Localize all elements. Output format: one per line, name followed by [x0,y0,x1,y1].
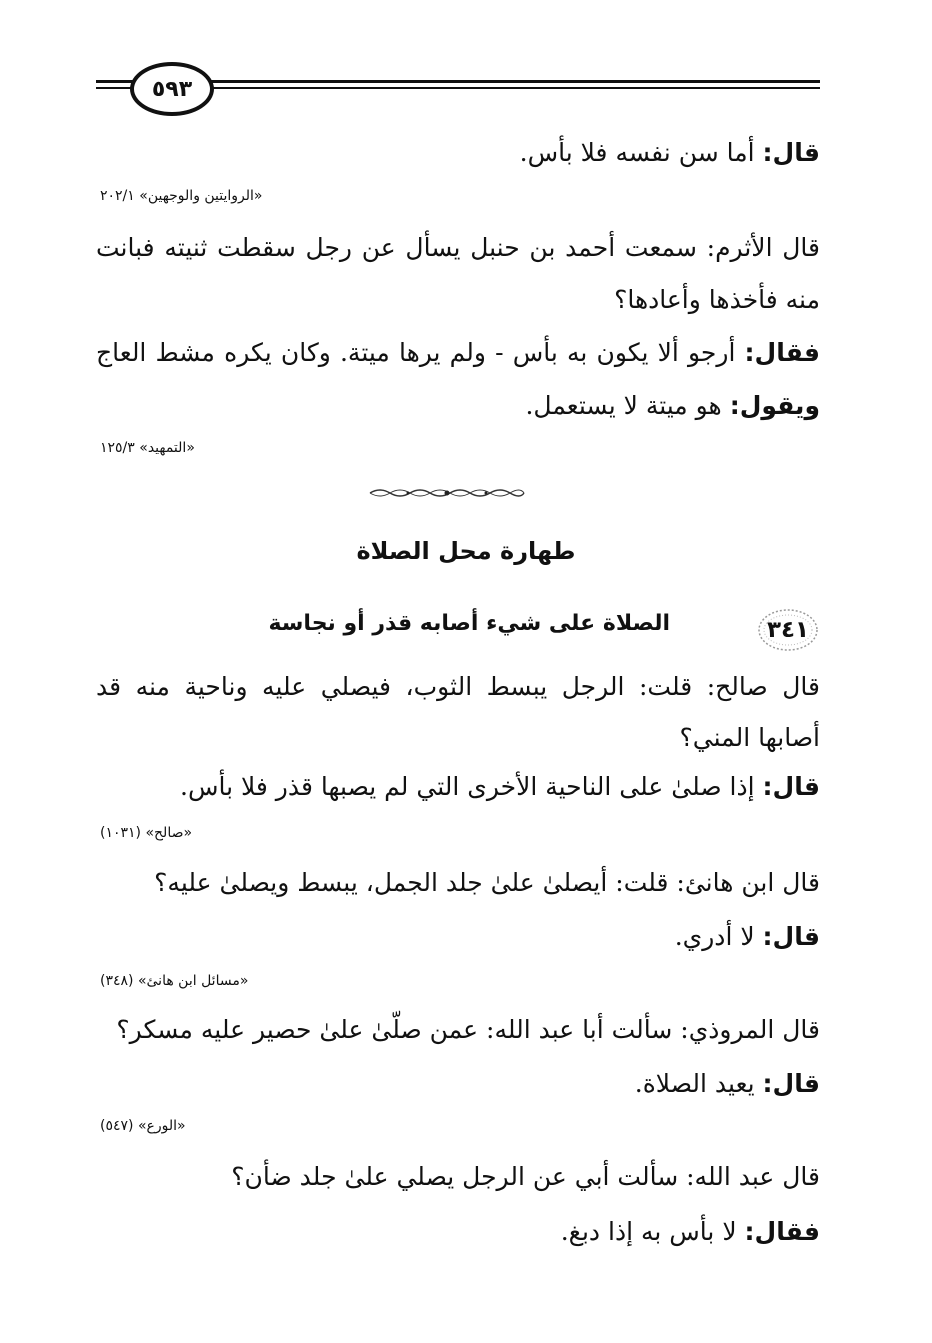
text-line [96,338,820,367]
keyword: قال: [762,1069,820,1098]
keyword: ويقول: [729,391,820,420]
line-text: لا بأس به إذا دبغ. [560,1217,745,1246]
text-line: قال عبد الله: سألت أبي عن الرجل يصلي علىٰ جلد ضأن؟ [231,1162,820,1191]
line-text: إذا صلىٰ على الناحية الأخرى التي لم يصبها قذر فلا بأس. [180,772,763,801]
line-text: لا أدري. [674,922,763,951]
text-line: قال الأثرم: سمعت أحمد بن حنبل يسأل عن رجل سقطت ثنيته فبانت [96,233,820,262]
section-title: الصلاة على شيء أصابه قذر أو نجاسة [268,611,670,636]
keyword: قال: [762,138,820,167]
text-line [520,138,820,167]
source-reference: «مسائل ابن هانئ» (٣٤٨) [100,973,249,989]
keyword: فقال: [744,1217,820,1246]
page-number: ٥٩٣ [130,62,214,116]
source-reference: «الروايتين والوجهين» ٢٠٢/١ [100,188,263,204]
text-line: منه فأخذها وأعادها؟ [614,285,820,314]
keyword: قال: [762,772,820,801]
line-text: هو ميتة لا يستعمل. [525,391,730,420]
chapter-title: طهارة محل الصلاة [356,537,576,565]
ornament-divider [368,486,526,500]
line-text: أما سن نفسه فلا بأس. [519,138,763,167]
text-line: أصابها المني؟ [679,723,820,752]
page-header [96,56,820,116]
source-reference: «صالح» (١٠٣١) [100,825,193,841]
source-reference: «الورع» (٥٤٧) [100,1118,186,1134]
text-line [675,922,820,951]
text-line: قال صالح: قلت: الرجل يبسط الثوب، فيصلي عليه وناحية منه قد [96,672,820,701]
keyword: قال: [762,922,820,951]
section-number-badge [756,606,820,654]
text-line [561,1217,820,1246]
text-line [635,1069,820,1098]
line-text: يعيد الصلاة. [634,1069,763,1098]
text-line: قال ابن هانئ: قلت: أيصلىٰ علىٰ جلد الجمل، يبسط ويصلىٰ عليه؟ [154,868,820,897]
keyword: فقال: [744,338,820,367]
text-line [525,391,820,420]
line-text: أرجو ألا يكون به بأس - ولم يرها ميتة. وكان يكره مشط العاج [96,338,745,367]
text-line [180,772,820,801]
text-line: قال المروذي: سألت أبا عبد الله: عمن صلّىٰ علىٰ حصير عليه مسكر؟ [116,1015,820,1044]
section-number: ٣٤١ [766,617,810,643]
source-reference: «التمهيد» ١٢٥/٣ [100,440,195,456]
